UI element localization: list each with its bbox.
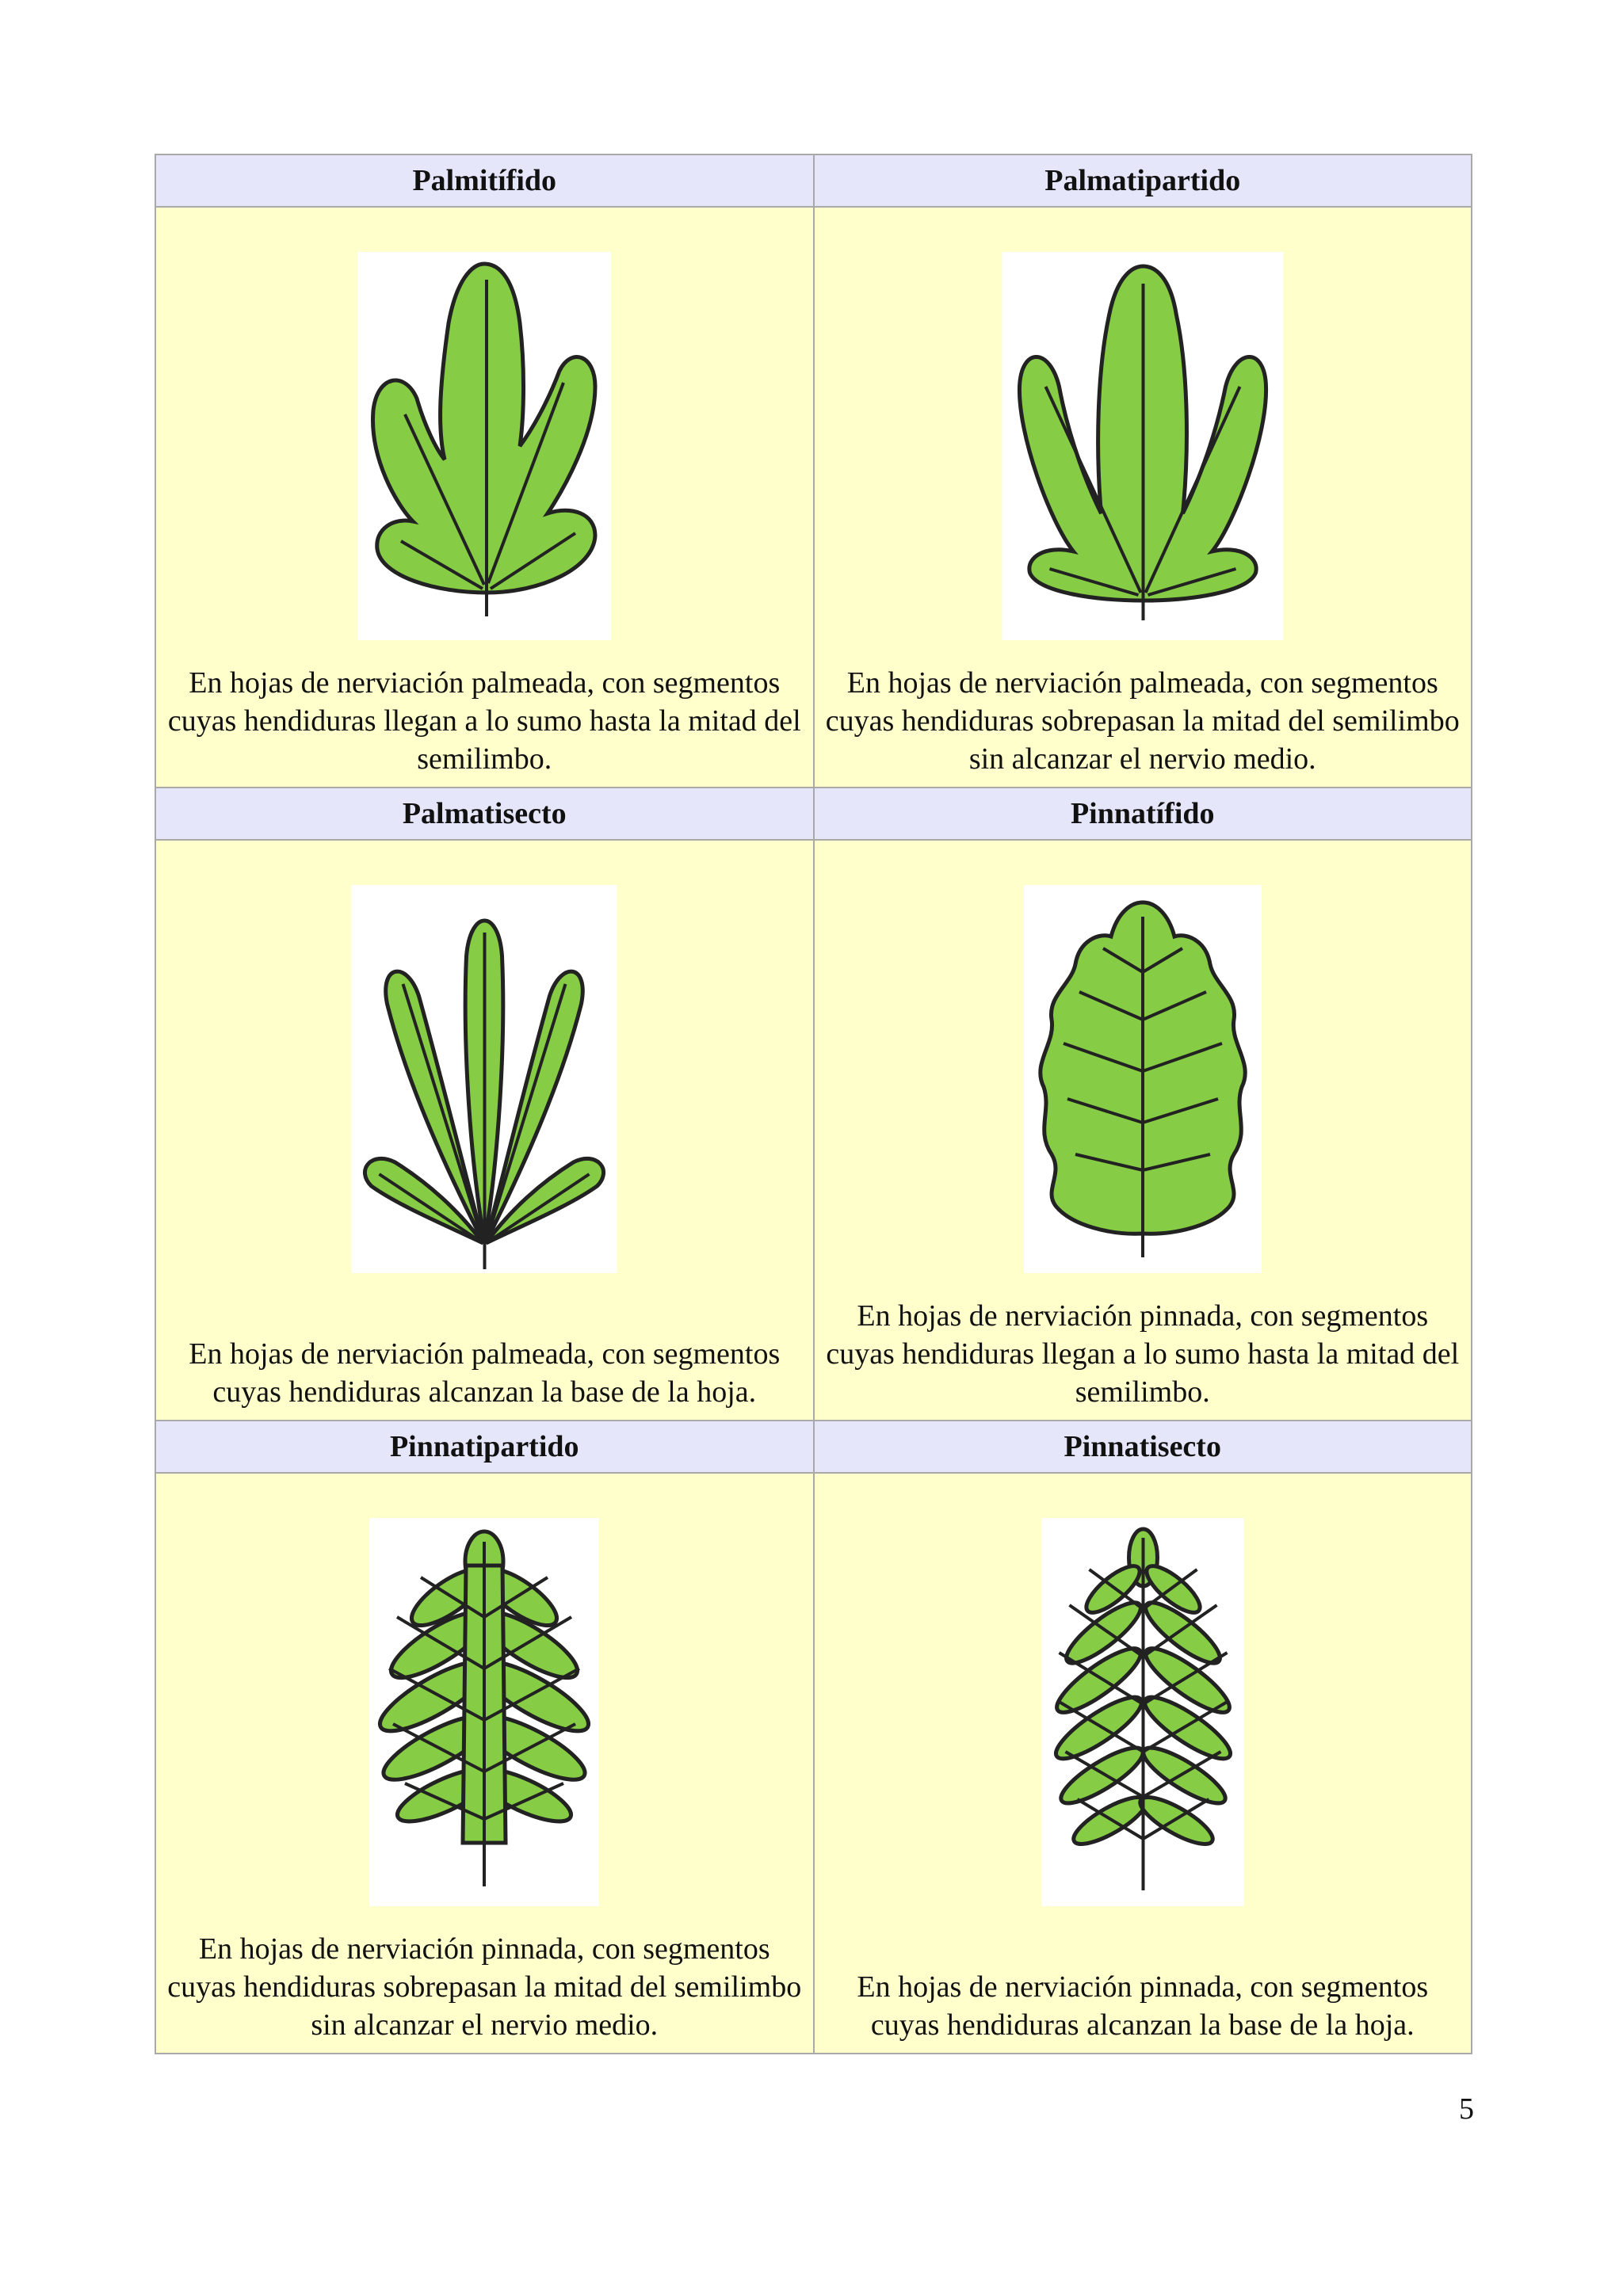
leaf-pinnatifido-image	[1024, 885, 1262, 1273]
content-row	[155, 1473, 1472, 2054]
cell-desc-pinnatipartido: En hojas de nerviación pinnada, con segmentos cuyas hendiduras sobrepasan la mitad del semilimbo sin alcanzar el nervio medio.	[167, 1932, 802, 2042]
cell-palmatipartido	[814, 207, 1472, 788]
cell-title-pinnatipartido: Pinnatipartido	[155, 1421, 814, 1473]
cell-pinnatisecto	[814, 1473, 1472, 2054]
cell-palmitifido	[155, 207, 814, 788]
leaf-types-table	[155, 154, 1472, 2054]
content-row	[155, 840, 1472, 1421]
cell-title-palmatisecto: Palmatisecto	[155, 788, 814, 840]
leaf-palmitifido-image	[357, 252, 611, 640]
cell-desc-pinnatisecto: En hojas de nerviación pinnada, con segmentos cuyas hendiduras alcanzan la base de la hoja.	[857, 1970, 1429, 2042]
cell-pinnatipartido	[155, 1473, 814, 2054]
leaf-palmatipartido-image	[1002, 252, 1283, 640]
cell-desc-palmatipartido: En hojas de nerviación palmeada, con segmentos cuyas hendiduras sobrepasan la mitad del semilimbo sin alcanzar el nervio medio.	[825, 666, 1460, 776]
leaf-palmatisecto-image	[352, 885, 617, 1273]
cell-desc-pinnatifido: En hojas de nerviación pinnada, con segmentos cuyas hendiduras llegan a lo sumo hasta la mitad del semilimbo.	[826, 1299, 1460, 1409]
cell-title-palmitifido: Palmitífido	[155, 154, 814, 207]
cell-palmatisecto	[155, 840, 814, 1421]
cell-title-pinnatifido: Pinnatífido	[814, 788, 1472, 840]
page-number: 5	[1459, 2092, 1474, 2126]
leaf-pinnatisecto-image	[1041, 1518, 1243, 1906]
content-row	[155, 207, 1472, 788]
header-row	[155, 788, 1472, 840]
cell-title-palmatipartido: Palmatipartido	[814, 154, 1472, 207]
leaf-pinnatipartido-image	[369, 1518, 599, 1906]
header-row	[155, 1421, 1472, 1473]
cell-desc-palmitifido: En hojas de nerviación palmeada, con segmentos cuyas hendiduras llegan a lo sumo hasta la mitad del semilimbo.	[167, 666, 801, 776]
header-row	[155, 154, 1472, 207]
cell-pinnatifido	[814, 840, 1472, 1421]
cell-title-pinnatisecto: Pinnatisecto	[814, 1421, 1472, 1473]
cell-desc-palmatisecto: En hojas de nerviación palmeada, con segmentos cuyas hendiduras alcanzan la base de la hoja.	[189, 1337, 781, 1409]
